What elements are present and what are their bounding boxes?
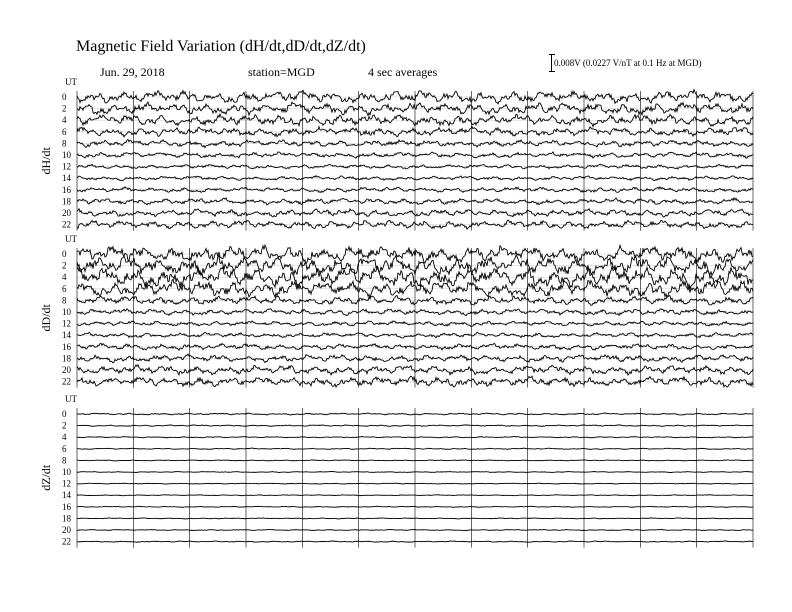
row-label: 6 [62,443,67,454]
row-label: 2 [62,420,67,431]
row-label: 10 [62,150,71,160]
ut-label-0: UT [65,77,77,87]
row-label: 10 [62,467,71,477]
row-label: 0 [62,409,67,419]
row-label: 8 [62,455,67,466]
row-label: 4 [62,115,67,126]
series-trace [77,483,753,484]
chart-title: Magnetic Field Variation (dH/dt,dD/dt,dZ/dt) [76,38,366,55]
row-label: 18 [62,196,71,207]
panel-label-2: dZ/dt [39,464,53,491]
panel-label-1: dD/dt [39,304,53,332]
ut-label-1: UT [65,234,77,244]
date-label: Jun. 29, 2018 [100,65,165,79]
row-label: 12 [62,478,71,489]
row-label: 0 [62,249,67,259]
row-label: 22 [62,376,71,387]
row-label: 2 [62,260,67,271]
row-label: 18 [62,353,71,364]
row-label: 6 [62,283,67,294]
row-label: 6 [62,126,67,137]
row-label: 20 [62,365,71,375]
row-label: 18 [62,513,71,524]
row-label: 16 [62,501,71,512]
row-label: 14 [62,490,71,501]
station-label: station=MGD [248,65,315,79]
panel-label-0: dH/dt [39,147,53,175]
row-label: 22 [62,536,71,547]
row-label: 4 [62,272,67,283]
row-label: 14 [62,173,71,184]
row-label: 22 [62,219,71,230]
scale-note: 0.008V (0.0227 V/nT at 0.1 Hz at MGD) [554,58,702,68]
series-trace [77,460,753,461]
row-label: 2 [62,103,67,114]
row-label: 16 [62,341,71,352]
row-label: 12 [62,161,71,172]
row-label: 16 [62,184,71,195]
row-label: 8 [62,138,67,149]
row-label: 20 [62,208,71,218]
row-label: 14 [62,330,71,341]
row-label: 20 [62,525,71,535]
averaging-label: 4 sec averages [368,65,438,79]
row-label: 0 [62,92,67,102]
row-label: 10 [62,307,71,317]
row-label: 12 [62,318,71,329]
ut-label-2: UT [65,394,77,404]
row-label: 4 [62,432,67,443]
row-label: 8 [62,295,67,306]
